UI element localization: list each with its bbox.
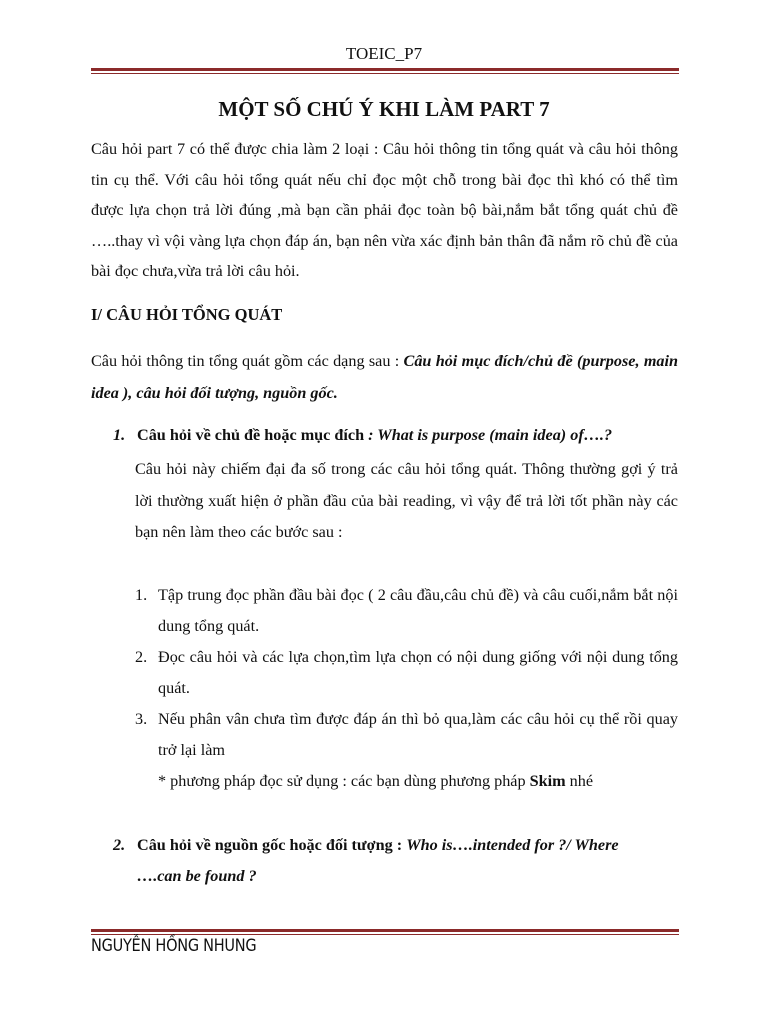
step-text: Tập trung đọc phần đầu bài đọc ( 2 câu đầu,câu chủ đề) và câu cuối,nắm bắt nội dung tổng quát.: [158, 586, 678, 635]
note-suffix: nhé: [565, 772, 594, 790]
item2-title: Câu hỏi về nguồn gốc hoặc đối tượng :: [137, 836, 407, 854]
item1-heading: [113, 426, 612, 445]
step-text: Nếu phân vân chưa tìm được đáp án thì bỏ qua,làm các câu hỏi cụ thể rồi quay trở lại làm: [158, 710, 678, 759]
item2-question-line1: Who is….intended for ?/ Where: [406, 836, 619, 854]
item1-title: Câu hỏi về chủ đề hoặc mục đích: [137, 426, 369, 444]
list-item: [135, 580, 678, 642]
item1-number: 1.: [113, 426, 126, 444]
footer-rule-thin: [91, 934, 679, 935]
list-item: [135, 642, 678, 704]
header-rule-thick: [91, 68, 679, 71]
item1-question: : What is purpose (main idea) of….?: [368, 426, 613, 444]
general-text: Câu hỏi thông tin tổng quát gồm các dạng sau :: [91, 352, 404, 370]
step-text: Đọc câu hỏi và các lựa chọn,tìm lựa chọn có nội dung giống với nội dung tổng quát.: [158, 648, 678, 697]
intro-paragraph: Câu hỏi part 7 có thể được chia làm 2 loại : Câu hỏi thông tin tổng quát và câu hỏi thông tin cụ thể. Với câu hỏi tổng quát nếu chỉ đọc một chỗ trong bài đọc thì khó có thể tìm được lựa chọn trả lời đúng ,mà bạn cần phải đọc toàn bộ bài,nắm bắt tổng quát chủ đề …..thay vì vội vàng lựa chọn đáp án, bạn nên vừa xác định bản thân đã nắm rõ chủ đề của bài đọc chưa,vừa trả lời câu hỏi.: [91, 140, 678, 281]
general-emphasis: Câu hỏi mục đích/chủ đề (purpose, main idea ), câu hỏi đối tượng, nguồn gốc.: [91, 352, 678, 402]
item2-question-line2: ….can be found ?: [137, 867, 257, 885]
note-bold: Skim: [529, 772, 566, 790]
general-paragraph: [91, 345, 678, 409]
step-number: 3.: [135, 710, 148, 728]
item2-number: 2.: [113, 836, 126, 854]
header-rule: [91, 68, 679, 74]
steps-list: [135, 580, 678, 797]
document-title: MỘT SỐ CHÚ Ý KHI LÀM PART 7: [218, 97, 550, 121]
item2-line1: [113, 830, 678, 861]
section-heading: I/ CÂU HỎI TỔNG QUÁT: [91, 305, 283, 324]
header-rule-thin: [91, 73, 679, 74]
item1-body: Câu hỏi này chiếm đại đa số trong các câu hỏi tổng quát. Thông thường gợi ý trả lời thường xuất hiện ở phần đầu của bài reading, vì vậy để trả lời tốt phần này các bạn nên làm theo các bước sau :: [135, 460, 678, 541]
step-number: 1.: [135, 586, 148, 604]
footer-rule: [91, 929, 679, 935]
footer-author: NGUYỄN HỒNG NHUNG: [91, 936, 257, 955]
item2-heading: [113, 830, 678, 892]
method-note: [135, 766, 678, 797]
footer-rule-thick: [91, 929, 679, 932]
step-number: 2.: [135, 648, 148, 666]
header-title: TOEIC_P7: [345, 44, 423, 63]
list-item: [135, 704, 678, 766]
note-prefix: * phương pháp đọc sử dụng : các bạn dùng phương pháp: [158, 772, 530, 790]
